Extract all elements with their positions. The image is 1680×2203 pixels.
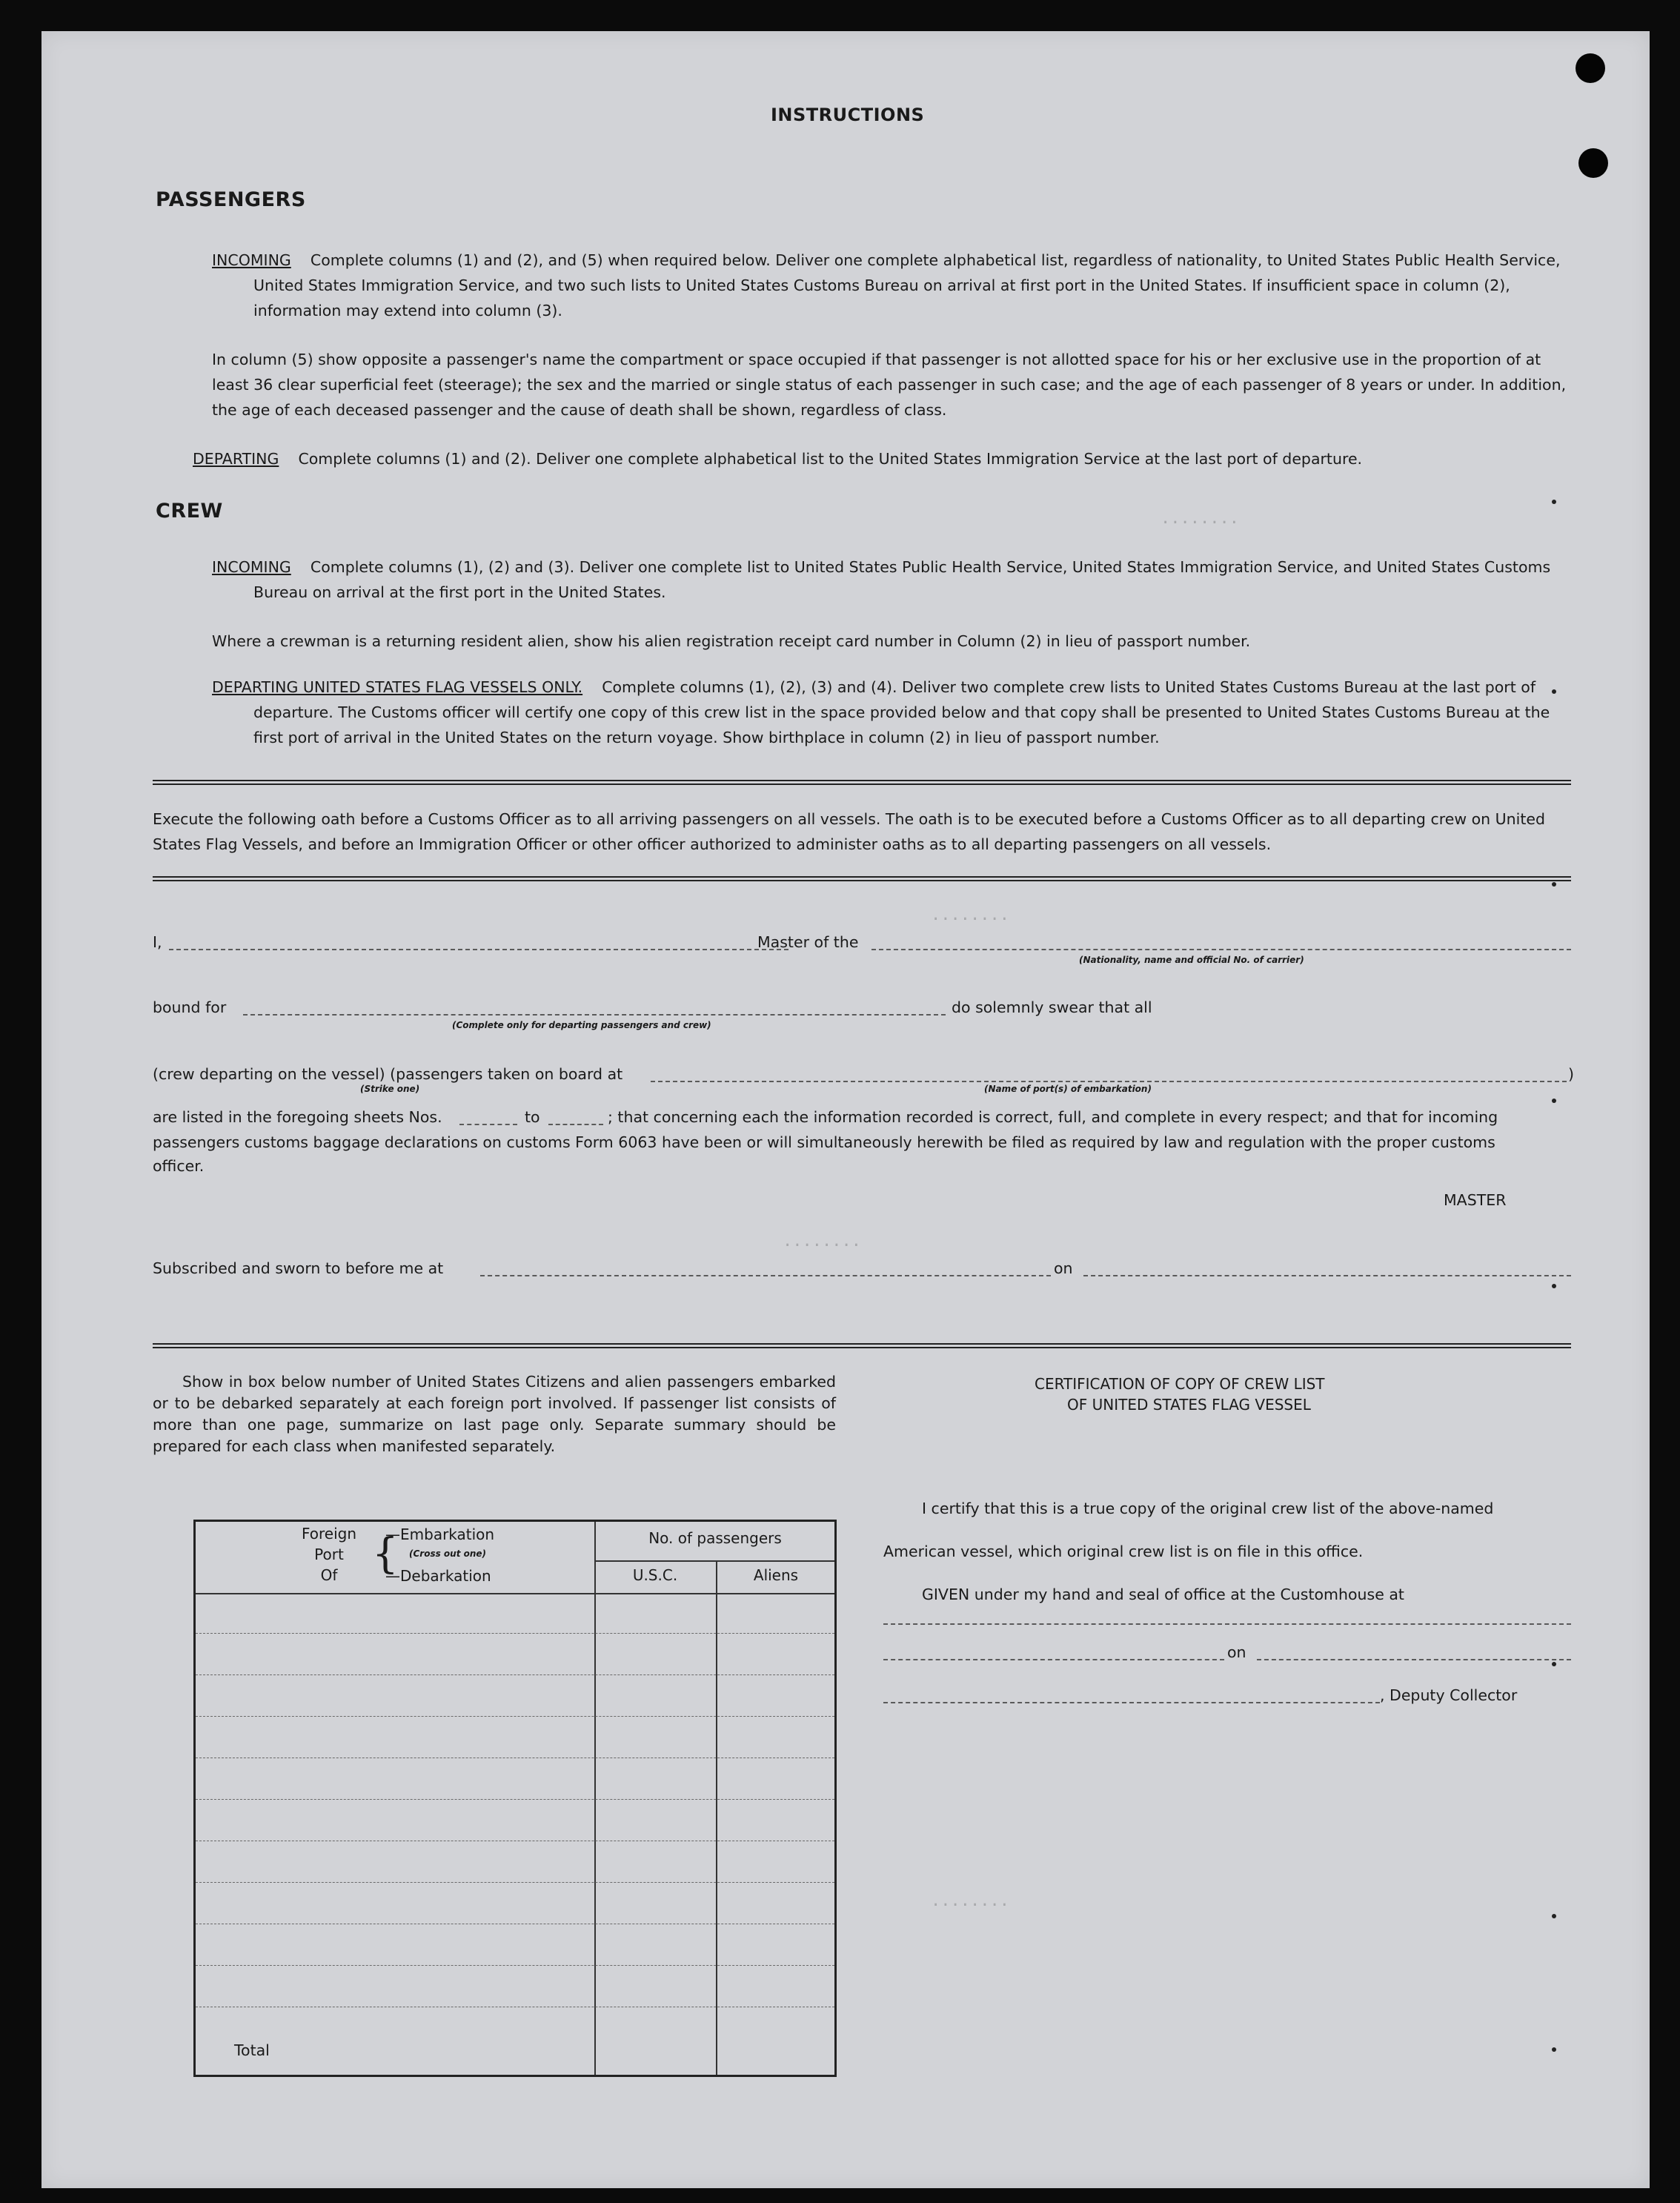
bleed-through: ........	[931, 1892, 1009, 1910]
carrier-field[interactable]	[871, 949, 1571, 950]
margin-dot	[1552, 2047, 1556, 2052]
master-signature-label: MASTER	[1444, 1191, 1507, 1209]
brace-icon: {	[372, 1530, 399, 1578]
complete-only-note: (Complete only for departing passengers and crew)	[452, 1020, 711, 1030]
certification-title-2: OF UNITED STATES FLAG VESSEL	[1067, 1396, 1311, 1414]
margin-dot	[1552, 1662, 1556, 1666]
table-row[interactable]	[196, 1882, 834, 1883]
table-row[interactable]	[196, 1716, 834, 1717]
aliens-header: Aliens	[753, 1566, 799, 1584]
table-row[interactable]	[196, 1633, 834, 1634]
crew-departing-text: Complete columns (1), (2), (3) and (4). Deliver two complete crew lists to United States Customs Bureau at the last port of departure. The Customs officer will certify one copy of this crew list in the space provided below and that copy shall be presented to United States Customs Bureau at the first port of arrival in the United States on the return voyage. Show birthplace in column (2) in lieu of passport number.	[253, 678, 1550, 746]
sworn-place-field[interactable]	[480, 1275, 1051, 1276]
crew-departing-label: (crew departing on the vessel) (passengers taken on board at	[153, 1065, 623, 1083]
bleed-through: ........	[931, 906, 1009, 924]
nationality-note: (Nationality, name and official No. of carrier)	[1079, 955, 1304, 965]
table-divider	[594, 1560, 834, 1562]
table-divider	[196, 1593, 834, 1594]
embarkation-label: —Embarkation	[385, 1525, 495, 1543]
oath-i-label: I,	[153, 933, 162, 951]
crew-incoming-label: INCOMING	[212, 558, 291, 576]
summary-instructions: Show in box below number of United States Citizens and alien passengers embarked or to be debarked separately at each foreign port involved. If passenger list consists of more than one page, summarize on last page only. Separate summary should be prepared for each class when manifested separately.	[153, 1373, 836, 1455]
total-label: Total	[234, 2041, 270, 2059]
statement-line3: officer.	[153, 1157, 205, 1175]
ports-note: (Name of port(s) of embarkation)	[984, 1084, 1152, 1094]
master-name-field[interactable]	[169, 949, 788, 950]
listed-in-label: are listed in the foregoing sheets Nos.	[153, 1108, 442, 1126]
statement-rest: ; that concerning each the information recorded is correct, full, and complete in every respect; and that for incoming	[608, 1108, 1498, 1126]
cross-out-note: (Cross out one)	[409, 1548, 487, 1559]
table-divider	[594, 1522, 596, 2075]
deputy-signature-field[interactable]	[883, 1702, 1380, 1703]
cert-place-field[interactable]	[883, 1659, 1224, 1660]
customhouse-field[interactable]	[883, 1623, 1571, 1625]
margin-dot	[1552, 1099, 1556, 1103]
crew-incoming-text2: Where a crewman is a returning resident alien, show his alien registration receipt card number in Column (2) in lieu of passport number.	[212, 632, 1251, 650]
section-divider	[153, 876, 1571, 881]
master-of-label: Master of the	[757, 933, 859, 951]
statement-line2: passengers customs baggage declarations on customs Form 6063 have been or will simultaneously herewith be filed as required by law and regulation with the proper customs	[153, 1133, 1495, 1151]
strike-one-note: (Strike one)	[360, 1084, 420, 1094]
bleed-through: ........	[1161, 509, 1239, 528]
table-row[interactable]	[196, 1965, 834, 1966]
section-divider	[153, 780, 1571, 785]
embarkation-port-field[interactable]	[651, 1081, 1567, 1082]
passengers-incoming	[212, 248, 1576, 323]
passengers-incoming-text2: In column (5) show opposite a passenger's name the compartment or space occupied if that passenger is not allotted space for his or her exclusive use in the proportion of at least 36 clear superficial feet (steerage); the sex and the married or single status of each passenger in such case; and the age of each passenger of 8 years or under. In addition, the age of each deceased passenger and the cause of death shall be shown, regardless of class.	[212, 351, 1567, 419]
passengers-departing-label: DEPARTING	[193, 450, 279, 468]
passengers-departing-text: Complete columns (1) and (2). Deliver one complete alphabetical list to the United States Immigration Service at the last port of departure.	[298, 450, 1363, 468]
passengers-departing	[193, 446, 1362, 471]
certify-line-2: American vessel, which original crew list is on file in this office.	[883, 1543, 1364, 1560]
close-paren: )	[1568, 1065, 1574, 1083]
bound-for-field[interactable]	[243, 1014, 946, 1016]
table-row[interactable]	[196, 1674, 834, 1675]
passenger-summary-table	[193, 1520, 837, 2077]
crew-incoming-text: Complete columns (1), (2) and (3). Deliver one complete list to United States Public Health Service, United States Immigration Service, and United States Customs Bureau on arrival at the first port in the United States.	[253, 558, 1551, 601]
crew-departing-label: DEPARTING UNITED STATES FLAG VESSELS ONLY.	[212, 678, 583, 696]
certification-title-1: CERTIFICATION OF COPY OF CREW LIST	[1035, 1375, 1325, 1393]
foreign-port-header: Foreign Port Of	[301, 1525, 357, 1584]
crew-heading: CREW	[156, 500, 223, 523]
section-divider	[153, 1343, 1571, 1348]
passengers-incoming-text: Complete columns (1) and (2), and (5) when required below. Deliver one complete alphabetical list, regardless of nationality, to United States Public Health Service, United States Immigration Service, and two such lists to United States Customs Bureau on arrival at first port in the United States. If insufficient space in column (2), information may extend into column (3).	[253, 251, 1561, 319]
usc-header: U.S.C.	[632, 1566, 678, 1584]
table-row[interactable]	[196, 1799, 834, 1800]
sheet-to-field[interactable]	[548, 1124, 603, 1125]
certify-line-1: I certify that this is a true copy of the original crew list of the above-named	[922, 1500, 1494, 1517]
given-line: GIVEN under my hand and seal of office at the Customhouse at	[922, 1586, 1404, 1603]
passengers-heading: PASSENGERS	[156, 188, 306, 211]
to-label: to	[525, 1108, 540, 1126]
bound-for-label: bound for	[153, 998, 227, 1016]
passengers-count-header: No. of passengers	[648, 1529, 782, 1547]
swear-label: do solemnly swear that all	[952, 998, 1152, 1016]
margin-dot	[1552, 500, 1556, 504]
margin-dot	[1552, 1914, 1556, 1918]
cert-on-label: on	[1227, 1643, 1246, 1661]
debarkation-label: —Debarkation	[385, 1567, 491, 1585]
oath-instruction: Execute the following oath before a Customs Officer as to all arriving passengers on all vessels. The oath is to be executed before a Customs Officer as to all departing crew on United States Flag Vessels, and before an Immigration Officer or other officer authorized to administer oaths as to all departing passengers on all vessels.	[153, 810, 1546, 853]
margin-dot	[1552, 882, 1556, 887]
sheet-from-field[interactable]	[459, 1124, 517, 1125]
page-title: INSTRUCTIONS	[771, 105, 925, 125]
sworn-date-field[interactable]	[1083, 1275, 1571, 1276]
crew-departing	[212, 675, 1576, 750]
form-page	[41, 31, 1650, 2188]
subscribed-label: Subscribed and sworn to before me at	[153, 1259, 444, 1277]
cert-date-field[interactable]	[1257, 1659, 1571, 1660]
sworn-on-label: on	[1054, 1259, 1073, 1277]
deputy-collector-label: , Deputy Collector	[1380, 1686, 1518, 1704]
bleed-through: ........	[783, 1232, 861, 1250]
punch-hole-icon	[1576, 53, 1605, 83]
punch-hole-icon	[1578, 148, 1608, 178]
margin-dot	[1552, 1284, 1556, 1288]
table-divider	[716, 1560, 717, 2075]
passengers-incoming-label: INCOMING	[212, 251, 291, 269]
crew-incoming	[212, 554, 1576, 605]
